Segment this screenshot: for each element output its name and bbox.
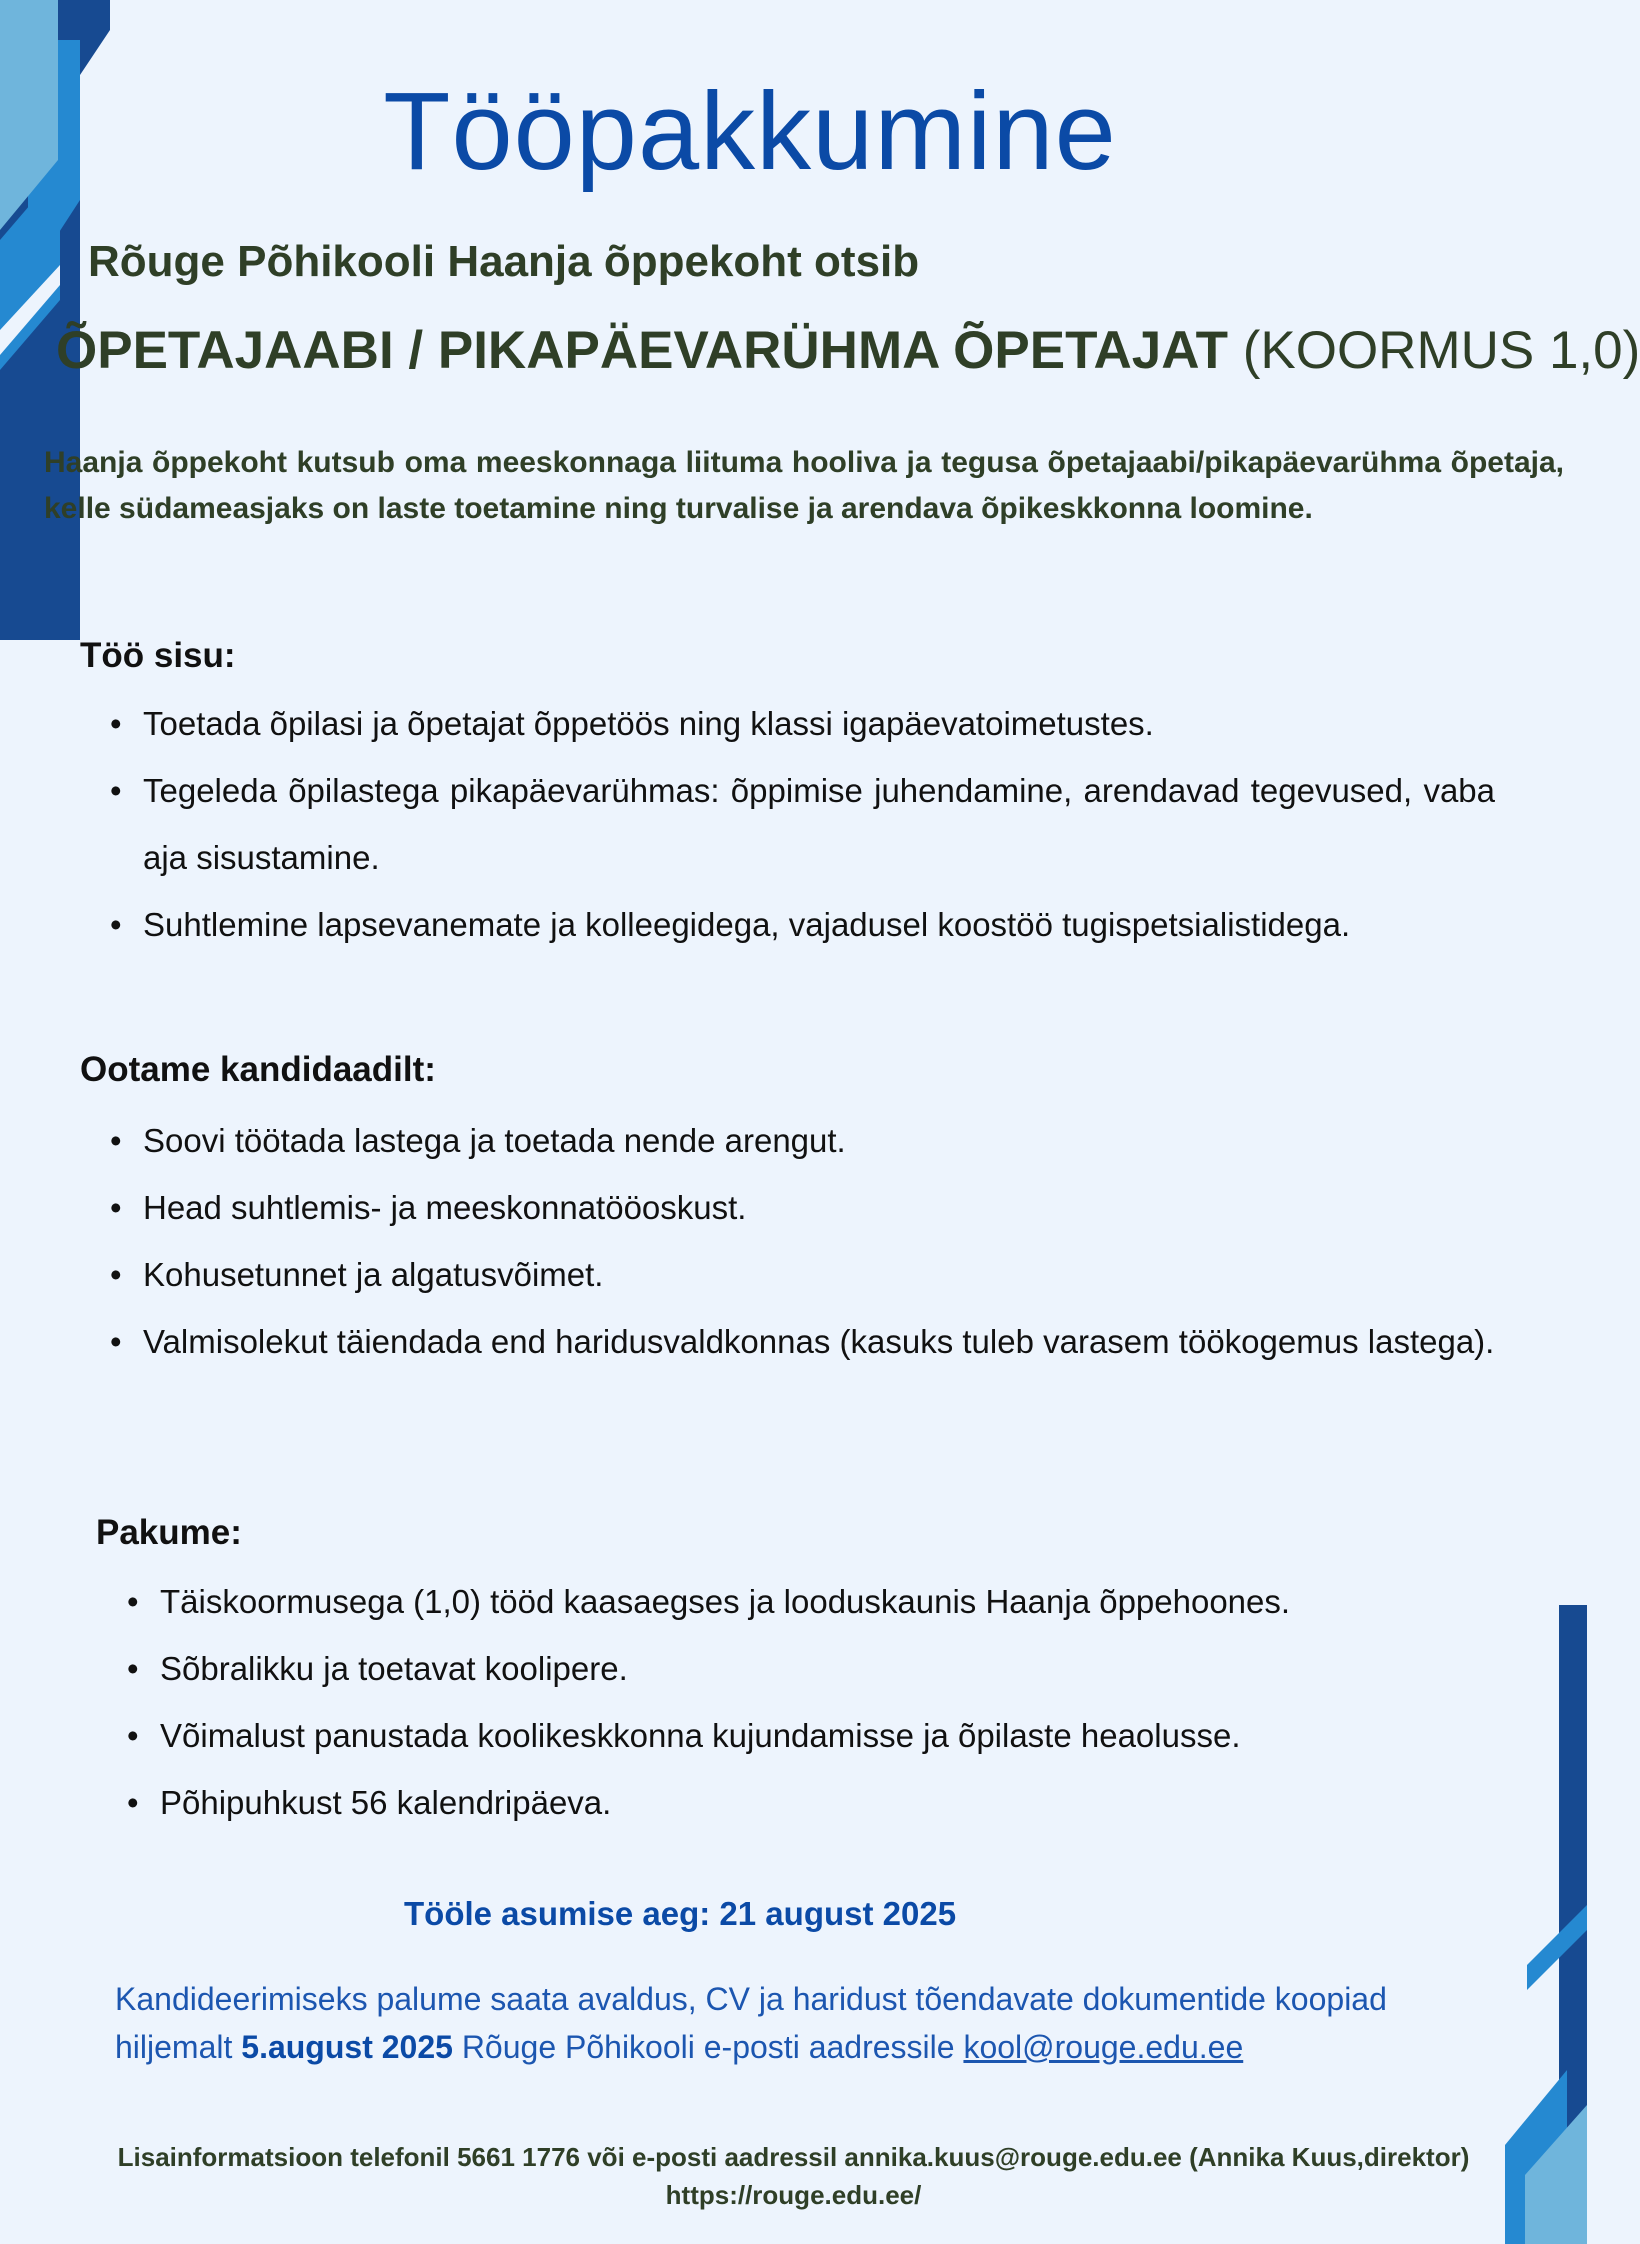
expect-list — [110, 1107, 1495, 1375]
intro-paragraph: Haanja õppekoht kutsub oma meeskonnaga liituma hooliva ja tegusa õpetajaabi/pikapäevarühma õpetaja, kelle südameasjaks on laste toetamine ning turvalise ja arendava õpikeskkonna loomine. — [44, 446, 1564, 525]
email-link[interactable]: kool@rouge.edu.ee — [963, 2029, 1244, 2065]
list-item-text: Sõbralikku ja toetavat koolipere. — [160, 1650, 628, 1687]
list-item: • Kohusetunnet ja algatusvõimet. — [110, 1256, 604, 1293]
expect-heading: Ootame kandidaadilt: — [80, 1050, 436, 1089]
list-item-text: Suhtlemine lapsevanemate ja kolleegidega, vajadusel koostöö tugispetsialistidega. — [143, 906, 1351, 943]
offer-list — [127, 1568, 1495, 1836]
list-item: • Sõbralikku ja toetavat koolipere. — [127, 1650, 628, 1687]
list-item: • Suhtlemine lapsevanemate ja kolleegidega, vajadusel koostöö tugispetsialistidega. — [110, 906, 1351, 943]
list-item-text: Head suhtlemis- ja meeskonnatööoskust. — [143, 1189, 747, 1226]
duties-list — [110, 690, 1495, 958]
list-item: • Head suhtlemis- ja meeskonnatööoskust. — [110, 1189, 747, 1226]
list-item-text: Võimalust panustada koolikeskkonna kujundamisse ja õpilaste heaolusse. — [160, 1717, 1241, 1754]
position-load: (KOORMUS 1,0) — [1242, 321, 1640, 380]
list-item-text: Valmisolekut täiendada end haridusvaldkonnas (kasuks tuleb varasem töökogemus lastega). — [143, 1323, 1495, 1360]
list-item: • Võimalust panustada koolikeskkonna kujundamisse ja õpilaste heaolusse. — [127, 1717, 1241, 1754]
school-subtitle: Rõuge Põhikooli Haanja õppekoht otsib — [88, 237, 920, 286]
list-item-text: Täiskoormusega (1,0) tööd kaasaegses ja looduskaunis Haanja õppehoones. — [160, 1583, 1291, 1620]
list-item: • Toetada õpilasi ja õpetajat õppetöös ning klassi igapäevatoimetustes. — [110, 705, 1154, 742]
apply-text-before: Kandideerimiseks palume saata avaldus, CV ja haridust tõendavate dokumentide koopiad hiljemalt — [115, 1981, 1387, 2065]
list-item: • Täiskoormusega (1,0) tööd kaasaegses ja looduskaunis Haanja õppehoones. — [127, 1583, 1291, 1620]
list-item-text: Toetada õpilasi ja õpetajat õppetöös ning klassi igapäevatoimetustes. — [143, 705, 1154, 742]
list-item: • Soovi töötada lastega ja toetada nende arengut. — [110, 1122, 846, 1159]
list-item: • Põhipuhkust 56 kalendripäeva. — [127, 1784, 612, 1821]
duties-heading: Töö sisu: — [80, 636, 236, 675]
page-title: Tööpakkumine — [383, 70, 1117, 193]
list-item-text: Kohusetunnet ja algatusvõimet. — [143, 1256, 604, 1293]
list-item: • Valmisolekut täiendada end haridusvaldkonnas (kasuks tuleb varasem töökogemus lastega). — [110, 1323, 1495, 1360]
list-item-text: Põhipuhkust 56 kalendripäeva. — [160, 1784, 612, 1821]
position-name: ÕPETAJAABI / PIKAPÄEVARÜHMA ÕPETAJAT — [56, 321, 1228, 380]
apply-text-after: Rõuge Põhikooli e-posti aadressile — [452, 2029, 964, 2065]
footer-info: Lisainformatsioon telefonil 5661 1776 või e-posti aadressil annika.kuus@rouge.edu.ee (Annika Kuus,direktor) — [117, 2142, 1470, 2172]
list-item: • Tegeleda õpilastega pikapäevarühmas: õppimise juhendamine, arendavad tegevused, vaba aja sisustamine. — [110, 772, 1495, 876]
start-date: Tööle asumise aeg: 21 august 2025 — [404, 1895, 957, 1932]
apply-deadline: 5.august 2025 — [241, 2029, 453, 2065]
website-link[interactable]: https://rouge.edu.ee/ — [665, 2180, 922, 2210]
list-item-text: Soovi töötada lastega ja toetada nende arengut. — [143, 1122, 846, 1159]
application-info — [115, 1975, 1485, 2071]
position-title — [56, 318, 1640, 384]
footer-contact — [0, 2138, 1587, 2214]
offer-heading: Pakume: — [96, 1513, 242, 1552]
list-item-text: Tegeleda õpilastega pikapäevarühmas: õppimise juhendamine, arendavad tegevused, vaba aja sisustamine. — [143, 772, 1495, 876]
